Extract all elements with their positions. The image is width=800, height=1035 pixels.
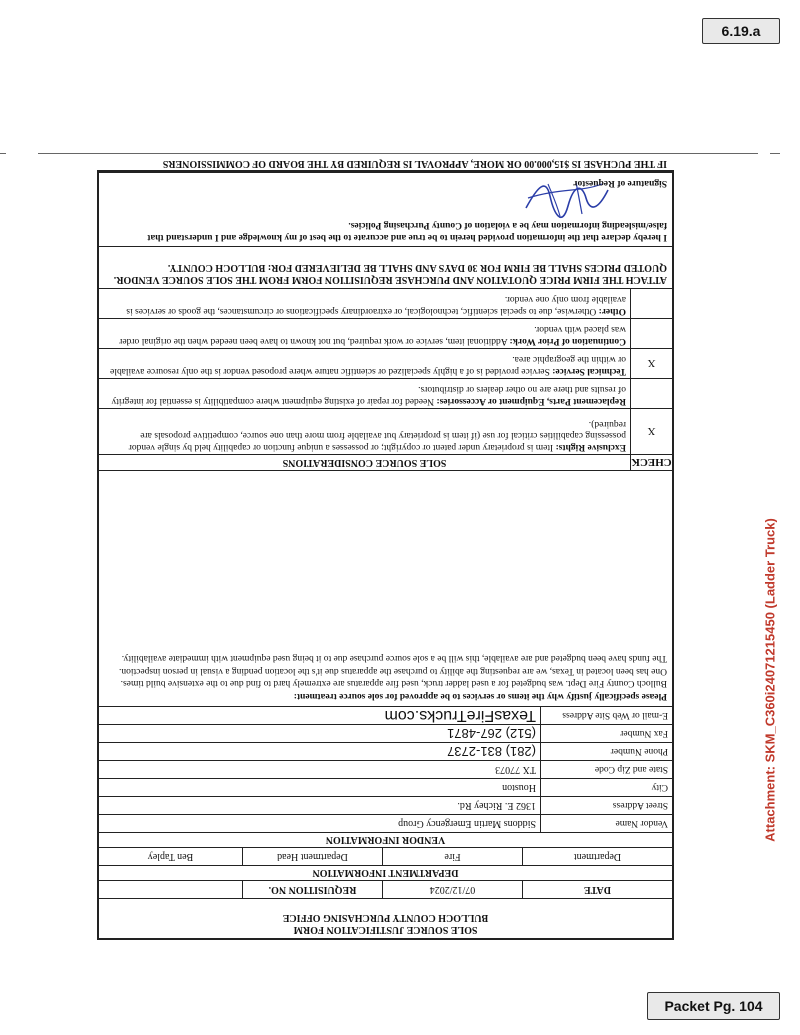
section-tag: 6.19.a: [702, 18, 780, 44]
vendor-row: [99, 796, 672, 814]
department-label: Department: [522, 848, 672, 865]
consideration-description: Needed for repair of existing equipment where compatibility is essential for integrity of results and there are no other dealers or distributors.: [111, 384, 626, 406]
consideration-check: X: [630, 409, 672, 454]
street-address-label: Street Address: [540, 797, 672, 814]
scan-line-right: [770, 153, 780, 154]
consideration-check: [630, 319, 672, 348]
justification-box: [99, 470, 672, 706]
phone-label: Phone Number: [540, 743, 672, 760]
consideration-row: [99, 288, 672, 318]
form-title-line-2: BULLOCH COUNTY PURCHASING OFFICE: [282, 912, 489, 923]
phone-value: (281) 831-2737: [447, 744, 536, 759]
department-head-label: Department Head: [242, 848, 382, 865]
consideration-title: Continuation of Prior Work:: [509, 336, 626, 346]
attachment-label: Attachment: SKM_C360i24071215450 (Ladder Truck): [762, 518, 778, 842]
vendor-name-value: Siddons Martin Emergency Group: [398, 818, 536, 829]
state-zip-label: State and Zip Code: [540, 761, 672, 778]
consideration-description: Item is proprietary under patent or copyright; or possesses a unique function or capability held by single vendor possessing capabilities critical for use (if item is proprietary but available from more than one source, competitive proposals are required).: [128, 419, 626, 452]
web-address-label: E-mail or Web Site Address: [540, 707, 672, 724]
vendor-name-label: Vendor Name: [540, 815, 672, 832]
consideration-text: [99, 349, 630, 378]
form-title: [99, 898, 672, 938]
consideration-title: Other:: [598, 306, 626, 316]
consideration-text: [99, 379, 630, 408]
consideration-check: [630, 289, 672, 318]
date-label: DATE: [522, 881, 672, 898]
scan-line-middle: [38, 153, 758, 154]
scan-line-left: [0, 153, 6, 154]
consideration-check: [630, 379, 672, 408]
justification-heading: Please specifically justify why the items or services to be approved for sole source treatment:: [293, 691, 667, 701]
sole-source-form: [97, 158, 674, 940]
consideration-row: [99, 348, 672, 378]
consideration-row: [99, 378, 672, 408]
vendor-row: [99, 742, 672, 760]
date-row: [99, 880, 672, 898]
department-head-value: Ben Tapley: [147, 851, 194, 862]
city-value: Houston: [502, 782, 536, 793]
consideration-description: Otherwise, due to special scientific, technological, or extraordinary specifications or circumstances, the goods or services is available from only one vendor.: [126, 294, 626, 316]
considerations-header-row: [99, 454, 672, 470]
consideration-description: Additional item, service or work required, but not known to have been needed when the original order was placed with vendor.: [119, 324, 626, 346]
declaration-box: [99, 172, 672, 246]
state-zip-value: TX 77073: [495, 764, 536, 775]
vendor-info-heading: VENDOR INFORMATION: [99, 832, 672, 847]
vendor-row: [99, 760, 672, 778]
web-address-value: TexasFireTrucks.com: [384, 707, 536, 725]
justification-text: Bulloch County Fire Dept. was budgeted for a used ladder truck, used fire apparatus are extremely hard to find due to the extensive build times. One has been located in Texas, we are requesting the ability to purchase the apparatus due it's the location pending a visual in person inspection. The funds have been budgeted and are available, this will be a sole source purchase due to it being used equipment with immediate availability.: [118, 653, 667, 689]
vendor-row: [99, 724, 672, 742]
packet-page-label: Packet Pg. 104: [647, 992, 780, 1020]
department-row: [99, 847, 672, 865]
attach-instructions: ATTACH THE FIRM PRICE QUOTATION AND PURCHASE REQUISITION FORM FROM THE SOLE SOURCE VENDOR. QUOTED PRICES SHALL BE FIRM FOR 30 DAYS AND SHALL BE DELIEVERED FOR: BULLOCH COUNTY.: [99, 246, 672, 288]
consideration-description: Service provided is of a highly specialized or scientific nature where proposed vendor is the only resource available or within the geographic area.: [110, 354, 626, 376]
street-address-value: 1362 E. Richey Rd.: [457, 800, 536, 811]
consideration-title: Exclusive Rights:: [555, 442, 626, 452]
vendor-row: [99, 778, 672, 796]
department-value: Fire: [382, 848, 522, 865]
check-column-header: CHECK: [631, 456, 672, 469]
requisition-label: REQUISITION NO.: [242, 881, 382, 898]
consideration-title: Replacement Parts, Equipment or Accessories:: [436, 396, 626, 406]
consideration-row: [99, 318, 672, 348]
consideration-title: Technical Service:: [552, 366, 626, 376]
considerations-heading: SOLE SOURCE CONSIDERATIONS: [282, 457, 447, 468]
fax-label: Fax Number: [540, 725, 672, 742]
consideration-text: [99, 319, 630, 348]
signature-label: Signature of Requestor: [573, 178, 667, 188]
approval-footer: IF THE PUCHASE IS $15,000.00 OR MORE, APPROVAL IS REQUIRED BY THE BOARD OF COMMISSIONERS: [162, 158, 667, 170]
declaration-text: I hereby declare that the information provided herein to be true and accurate to the best of my knowledge and I understand that false/misleading information may be a violation of County Purchasing Policies.: [147, 220, 667, 242]
department-info-heading: DEPARTMENT INFORMATION: [99, 865, 672, 880]
consideration-check: X: [630, 349, 672, 378]
requisition-value: [99, 881, 242, 898]
vendor-row: [99, 706, 672, 724]
date-value: 07/12/2024: [382, 881, 522, 898]
city-label: City: [540, 779, 672, 796]
consideration-row: [99, 408, 672, 454]
fax-value: (512) 267-4871: [447, 726, 536, 741]
consideration-text: [99, 409, 630, 454]
form-title-line-1: SOLE SOURCE JUSTIFICATION FORM: [293, 924, 478, 935]
consideration-text: [99, 289, 630, 318]
vendor-row: [99, 814, 672, 832]
